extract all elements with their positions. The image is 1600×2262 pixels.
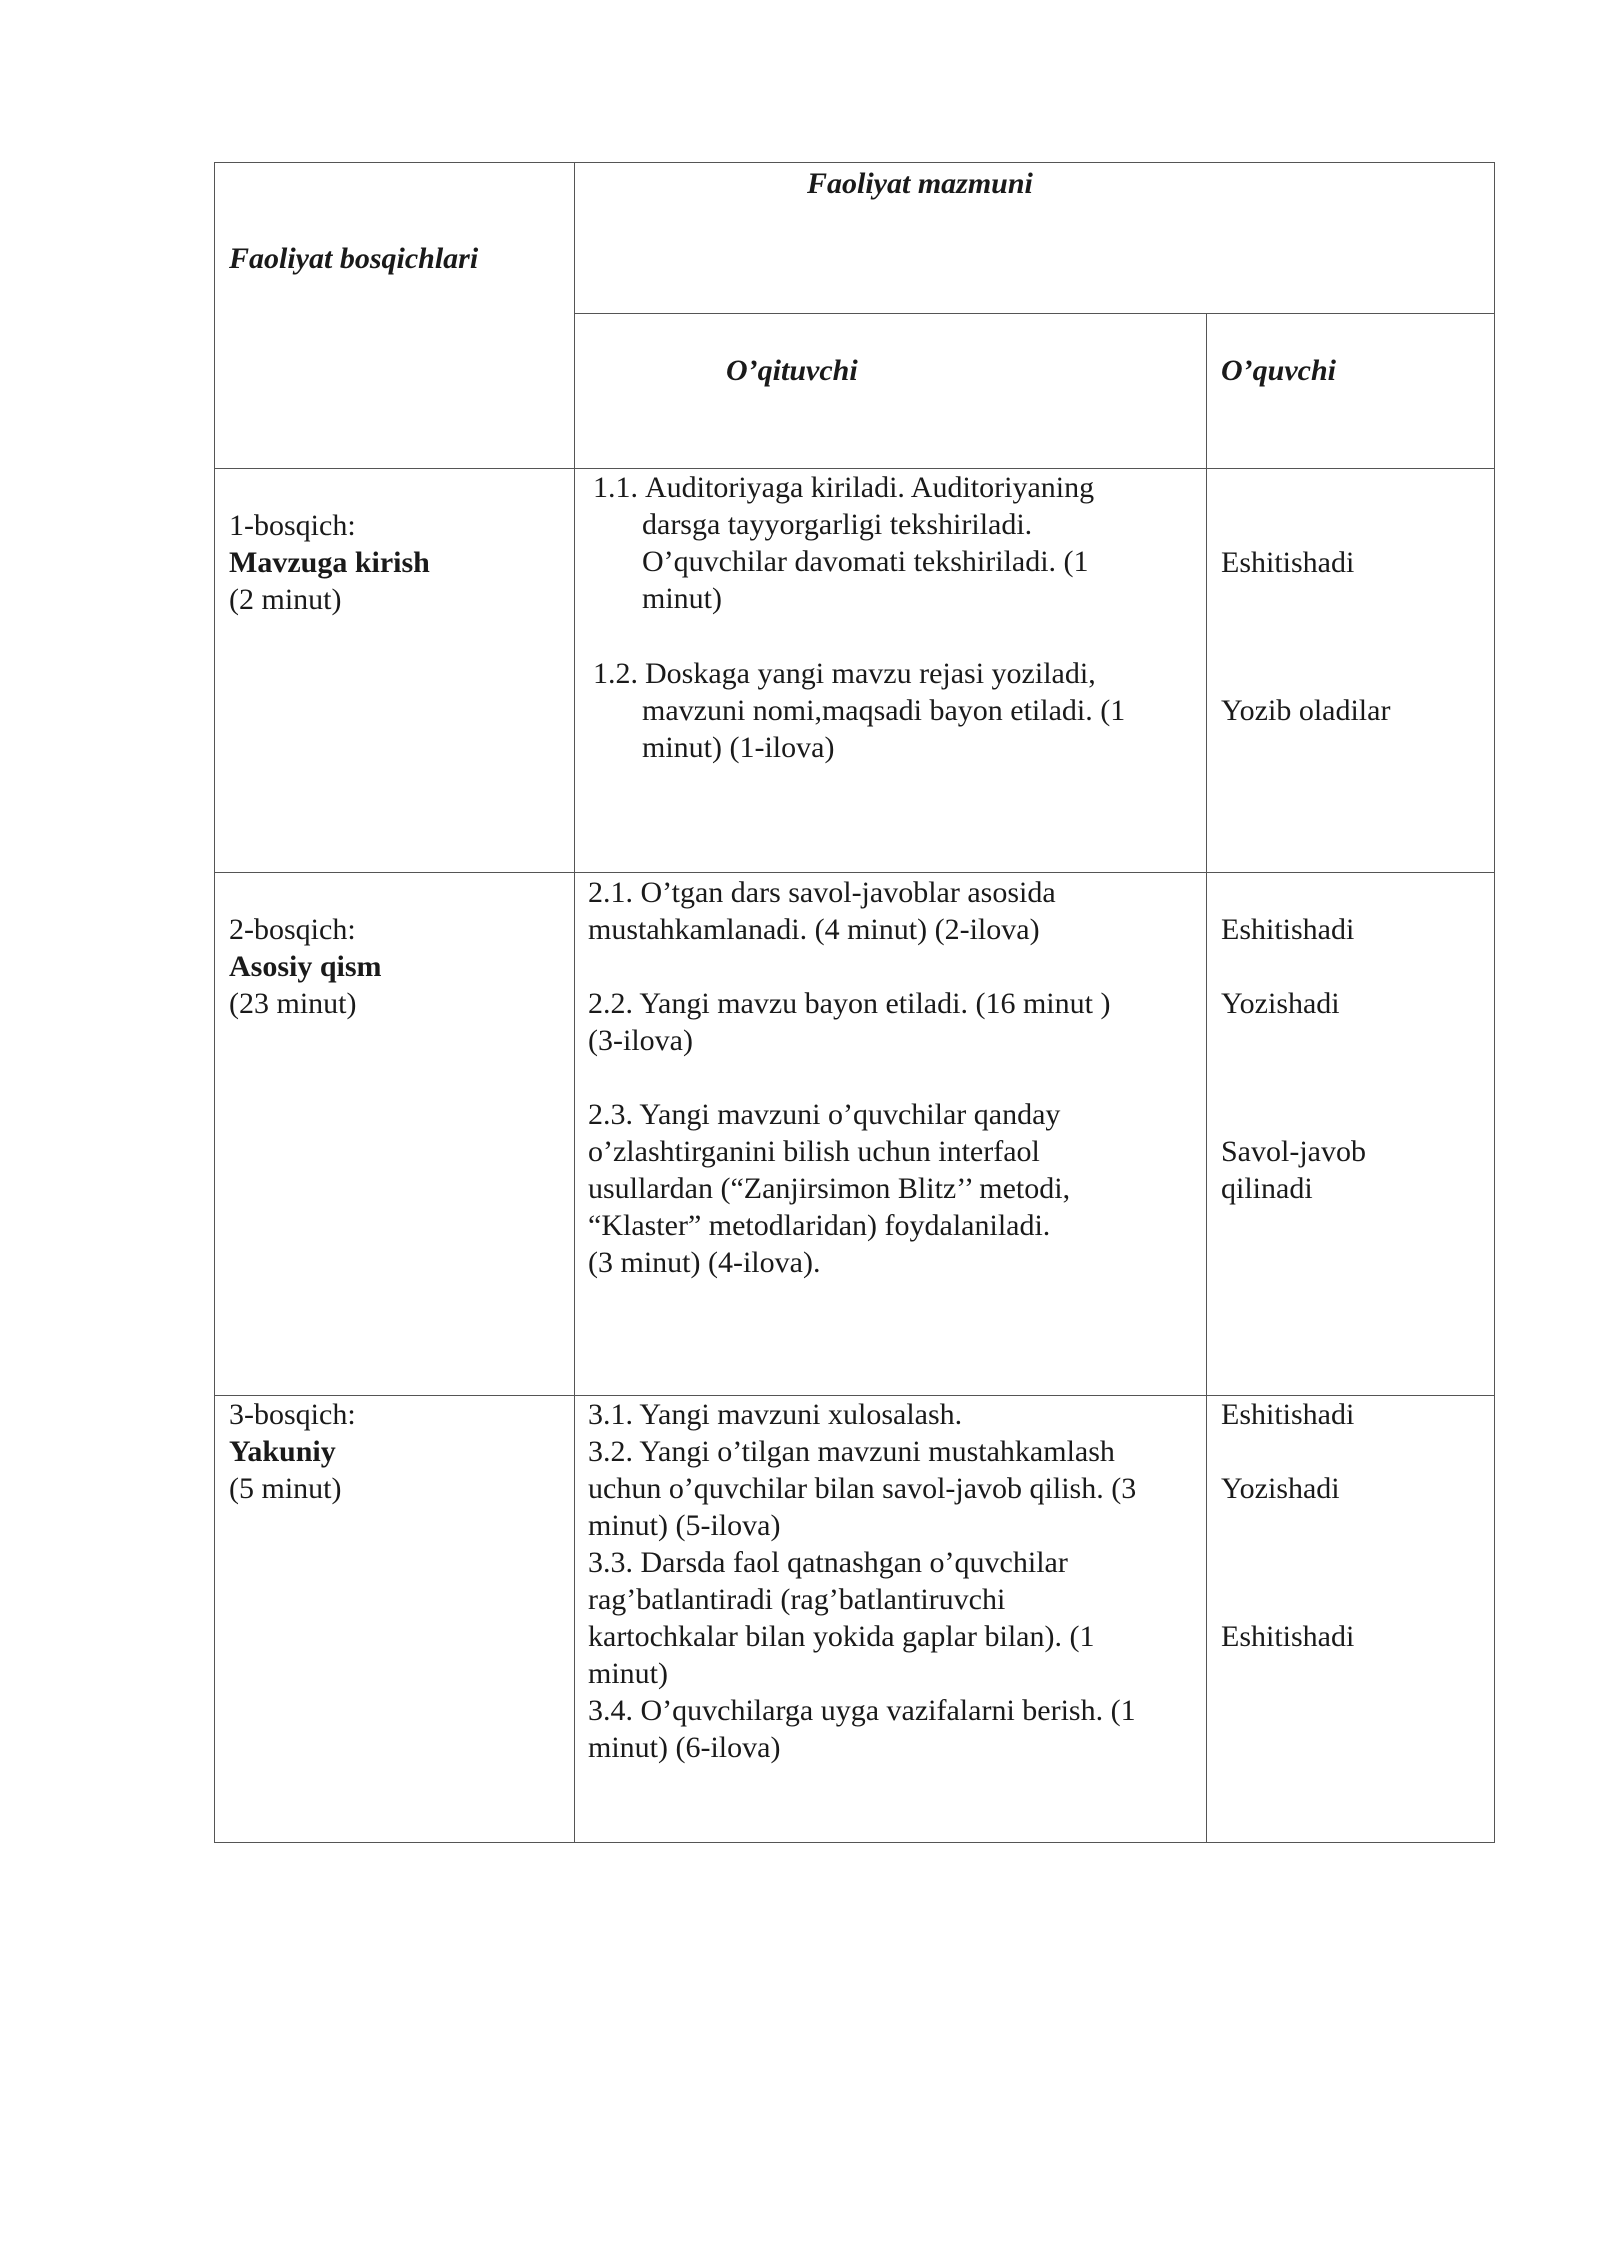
header-teacher: O’qituvchi xyxy=(726,354,858,387)
column-divider xyxy=(1206,313,1207,1842)
item-line: Doskaga yangi mavzu rejasi yoziladi, xyxy=(645,657,1096,690)
teacher-line: 2.1. O’tgan dars savol-javoblar asosida xyxy=(588,876,1056,909)
header-content: Faoliyat mazmuni xyxy=(807,167,1033,200)
teacher-line: “Klaster” metodlaridan) foydalaniladi. xyxy=(588,1209,1051,1242)
teacher-line: 2.2. Yangi mavzu bayon etiladi. (16 minut ) xyxy=(588,987,1111,1020)
row-divider xyxy=(574,313,1494,314)
teacher-line: minut) xyxy=(588,1657,668,1690)
teacher-line: o’zlashtirganini bilish uchun interfaol xyxy=(588,1135,1040,1168)
header-student: O’quvchi xyxy=(1221,354,1336,387)
teacher-line: uchun o’quvchilar bilan savol-javob qilish. (3 xyxy=(588,1472,1137,1505)
stage-2-name: Asosiy qism xyxy=(229,950,382,983)
teacher-line: 3.1. Yangi mavzuni xulosalash. xyxy=(588,1398,963,1431)
stage-3-name: Yakuniy xyxy=(229,1435,336,1468)
teacher-line: 3.3. Darsda faol qatnashgan o’quvchilar xyxy=(588,1546,1068,1579)
teacher-line: minut) xyxy=(642,582,722,615)
teacher-line: 3.4. O’quvchilarga uyga vazifalarni berish. (1 xyxy=(588,1694,1136,1727)
student-action: qilinadi xyxy=(1221,1172,1313,1205)
student-action: Eshitishadi xyxy=(1221,546,1355,579)
teacher-item-1-1 xyxy=(593,469,1094,506)
item-line: Auditoriyaga kiriladi. Auditoriyaning xyxy=(645,471,1095,504)
student-action: Yozib oladilar xyxy=(1221,694,1391,727)
teacher-item-1-2 xyxy=(593,655,1096,692)
row-divider xyxy=(215,872,1494,873)
teacher-line: minut) (1-ilova) xyxy=(642,731,835,764)
student-action: Yozishadi xyxy=(1221,987,1340,1020)
teacher-line: mavzuni nomi,maqsadi bayon etiladi. (1 xyxy=(642,694,1126,727)
item-number: 1.1. xyxy=(593,471,638,504)
stage-2-time: (23 minut) xyxy=(229,987,357,1020)
teacher-line: 2.3. Yangi mavzuni o’quvchilar qanday xyxy=(588,1098,1061,1131)
stage-1-name: Mavzuga kirish xyxy=(229,546,430,579)
teacher-line: kartochkalar bilan yokida gaplar bilan). (1 xyxy=(588,1620,1095,1653)
stage-3-label: 3-bosqich: xyxy=(229,1398,356,1431)
stage-3-time: (5 minut) xyxy=(229,1472,342,1505)
teacher-line: (3 minut) (4-ilova). xyxy=(588,1246,821,1279)
student-action: Savol-javob xyxy=(1221,1135,1366,1168)
teacher-line: minut) (6-ilova) xyxy=(588,1731,781,1764)
teacher-line: (3-ilova) xyxy=(588,1024,693,1057)
stage-1-label: 1-bosqich: xyxy=(229,509,356,542)
header-stages: Faoliyat bosqichlari xyxy=(229,242,479,275)
student-action: Eshitishadi xyxy=(1221,1398,1355,1431)
student-action: Eshitishadi xyxy=(1221,913,1355,946)
stage-2-label: 2-bosqich: xyxy=(229,913,356,946)
teacher-line: 3.2. Yangi o’tilgan mavzuni mustahkamlash xyxy=(588,1435,1115,1468)
teacher-line: darsga tayyorgarligi tekshiriladi. xyxy=(642,508,1033,541)
item-number: 1.2. xyxy=(593,657,638,690)
column-divider xyxy=(574,163,575,1842)
teacher-line: O’quvchilar davomati tekshiriladi. (1 xyxy=(642,545,1089,578)
teacher-line: mustahkamlanadi. (4 minut) (2-ilova) xyxy=(588,913,1040,946)
student-action: Eshitishadi xyxy=(1221,1620,1355,1653)
teacher-line: usullardan (“Zanjirsimon Blitz’’ metodi, xyxy=(588,1172,1071,1205)
stage-1-time: (2 minut) xyxy=(229,583,342,616)
student-action: Yozishadi xyxy=(1221,1472,1340,1505)
teacher-line: minut) (5-ilova) xyxy=(588,1509,781,1542)
teacher-line: rag’batlantiradi (rag’batlantiruvchi xyxy=(588,1583,1006,1616)
